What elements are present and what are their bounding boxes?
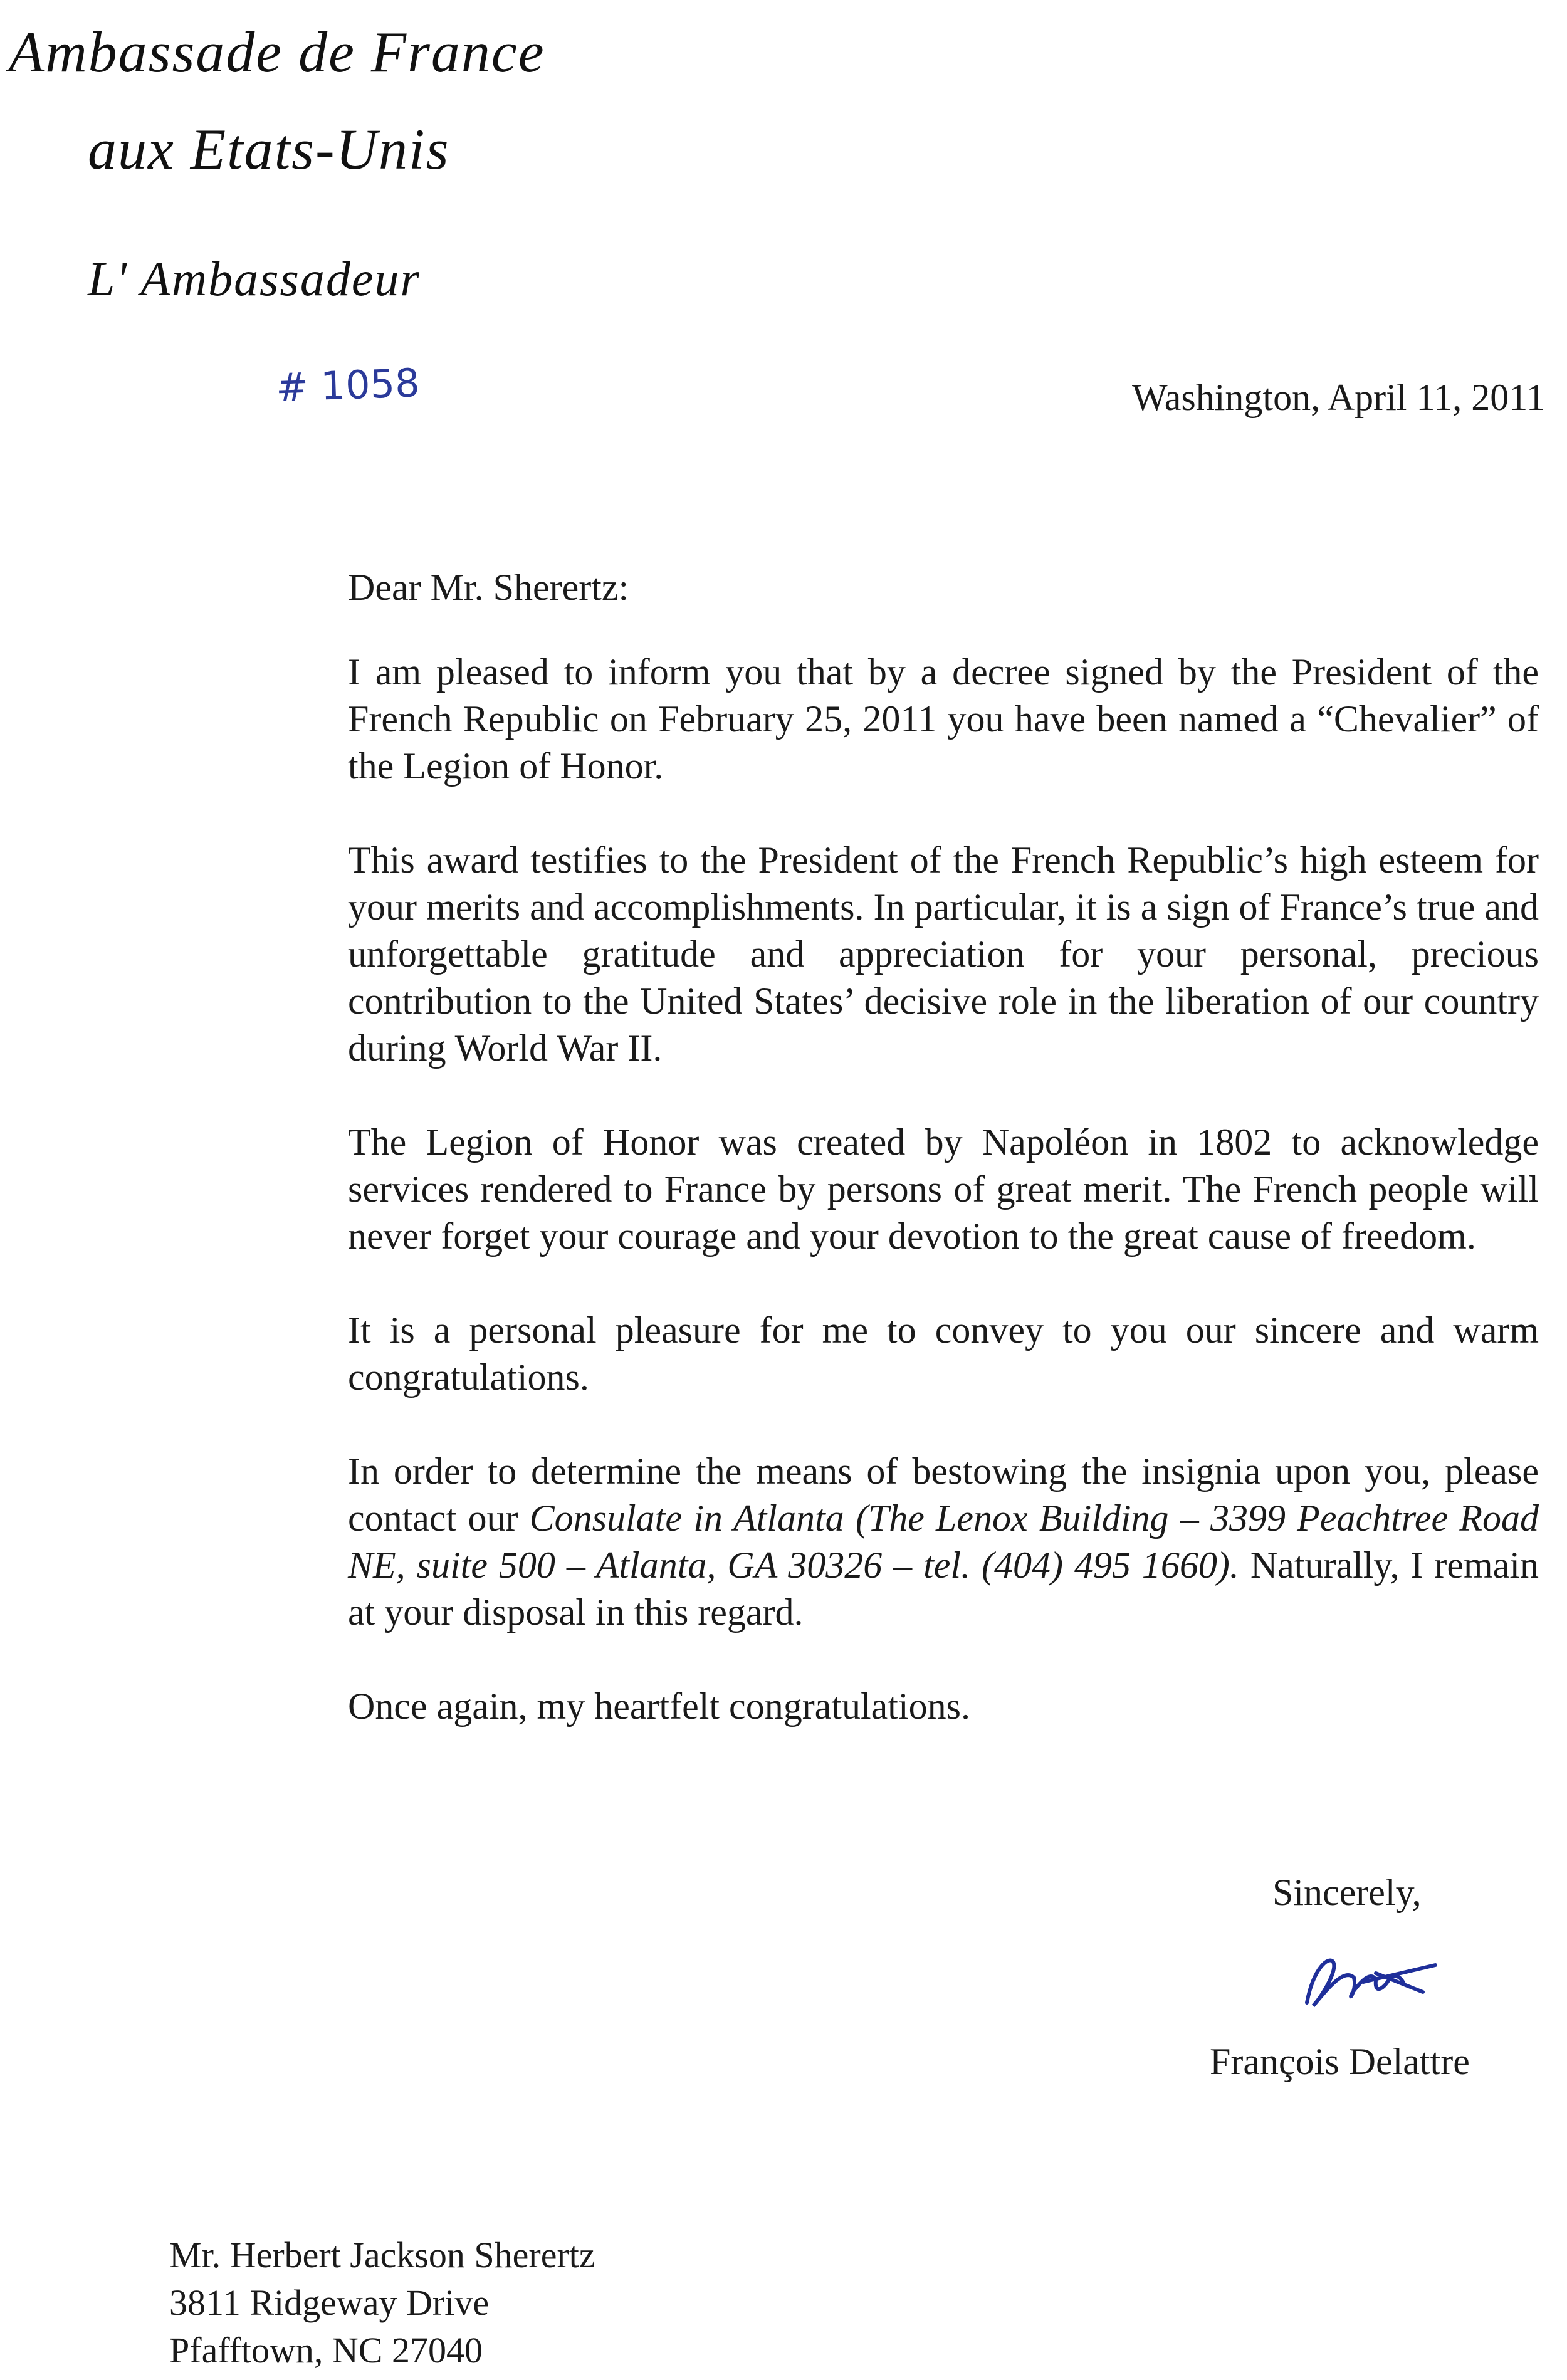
closing: Sincerely,: [1272, 1872, 1422, 1913]
letter-body: [348, 564, 1539, 1777]
consulate-address: Consulate in Atlanta (The Lenox Building – 3399 Peachtree Road NE, suite 500 – Atlanta, GA 30326 – tel. (404) 495 1660).: [348, 1497, 1539, 1586]
bleed-through-text: [351, 157, 1542, 194]
salutation: Dear Mr. Sherertz:: [348, 567, 629, 608]
paragraph-award-notice: I am pleased to inform you that by a decree signed by the President of the French Republic on February 25, 2011 you have been named a “Chevalier” of the Legion of Honor.: [348, 651, 1539, 787]
letterhead-title: L' Ambassadeur: [88, 251, 421, 306]
recipient-street: 3811 Ridgeway Drive: [169, 2282, 490, 2323]
paragraph-consulate-contact: [348, 1448, 1539, 1636]
paragraph-congratulations: It is a personal pleasure for me to convey to you our sincere and warm congratulations.: [348, 1309, 1539, 1398]
paragraph-final-congratulations: Once again, my heartfelt congratulations.: [348, 1685, 970, 1727]
paragraph-legion-history: The Legion of Honor was created by Napoléon in 1802 to acknowledge services rendered to France by persons of great merit. The French people will never forget your courage and your devotion to the great cause of freedom.: [348, 1121, 1539, 1257]
letterhead-embassy-name: Ambassade de France: [9, 20, 545, 84]
signature-mark: [1294, 1943, 1445, 2018]
paragraph-gratitude: This award testifies to the President of the French Republic’s high esteem for your merits and accomplishments. In particular, it is a sign of France’s true and unforgettable gratitude and appreciation for your personal, precious contribution to the United States’ decisive role in the liberation of our country during World War II.: [348, 839, 1539, 1069]
recipient-address: [169, 2231, 595, 2374]
handwritten-reference-number: # 1058: [275, 360, 421, 411]
dateline: Washington, April 11, 2011: [1131, 377, 1545, 418]
letterhead-country: aux Etats-Unis: [88, 117, 450, 181]
signer-name: François Delattre: [1210, 2041, 1470, 2082]
consulate-intro: In order to determine the means of bestowing the insignia upon you, please contact our: [348, 1450, 1539, 1539]
recipient-city: Pfafftown, NC 27040: [169, 2330, 483, 2371]
recipient-name: Mr. Herbert Jackson Sherertz: [169, 2235, 595, 2275]
consulate-outro: Naturally, I remain at your disposal in this regard.: [348, 1544, 1539, 1633]
